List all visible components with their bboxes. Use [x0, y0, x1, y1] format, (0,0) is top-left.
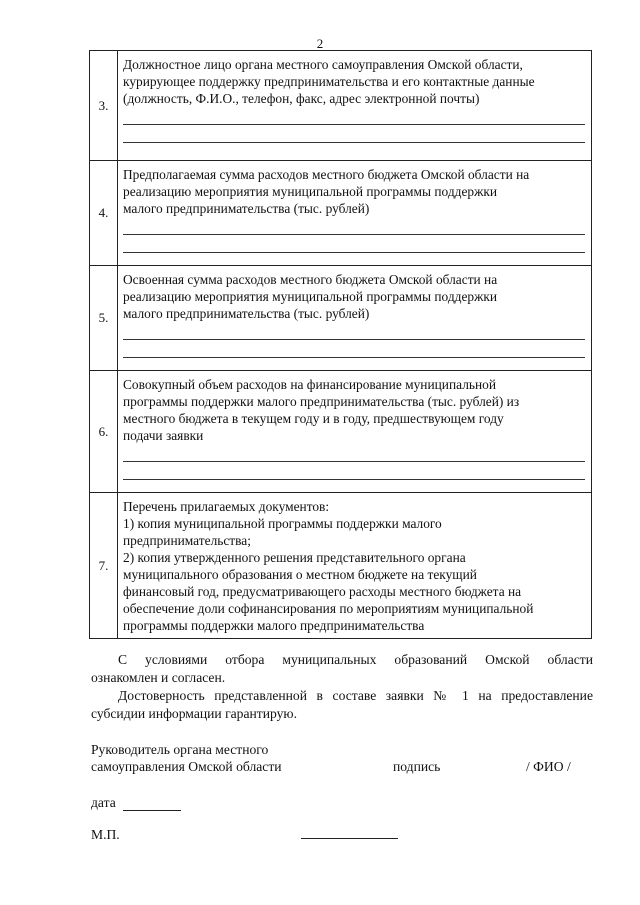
row-text: Освоенная сумма расходов местного бюджета Омской области на реализацию мероприятия муниципальной программы поддержки малого предпринимательства (тыс. рублей): [123, 272, 498, 321]
application-form-table: [89, 50, 592, 639]
row-text: Должностное лицо органа местного самоуправления Омской области, курирующее поддержку предпринимательства и его контактные данные (должность, Ф.И.О., телефон, факс, адрес электронной почты): [123, 57, 535, 106]
row-text: Совокупный объем расходов на финансирование муниципальной программы поддержки малого предпринимательства (тыс. рублей) из местного бюджета в текущем году и в году, предшествующем году подачи заявки: [123, 377, 520, 443]
fill-in-line[interactable]: [123, 462, 585, 480]
guarantee-paragraph: [91, 687, 593, 723]
head-title-line-1: Руководитель органа местного: [91, 742, 269, 757]
date-field: [91, 794, 181, 811]
stamp-label: М.П.: [91, 827, 120, 842]
row-content: [118, 493, 592, 639]
date-blank: [123, 798, 181, 811]
row-content: [118, 51, 592, 161]
form-row: [90, 371, 592, 493]
row-number: 3.: [90, 51, 118, 161]
stamp-signature-blank: [301, 826, 398, 839]
form-row: [90, 493, 592, 639]
date-label: дата: [91, 795, 116, 810]
row-content: [118, 266, 592, 371]
row-number: 4.: [90, 161, 118, 266]
conditions-line-1: С условиями отбора муниципальных образований Омской области: [118, 652, 593, 667]
fill-in-line[interactable]: [123, 217, 585, 235]
fill-in-line[interactable]: [123, 444, 585, 462]
head-title-line-2: самоуправления Омской области: [91, 759, 282, 774]
fill-in-line[interactable]: [123, 340, 585, 358]
form-row: [90, 266, 592, 371]
row-number: 7.: [90, 493, 118, 639]
form-row: [90, 161, 592, 266]
fio-label: / ФИО /: [526, 759, 571, 774]
guarantee-line-2: субсидии информации гарантирую.: [91, 706, 297, 721]
row-number: 6.: [90, 371, 118, 493]
form-row: [90, 51, 592, 161]
row-text: Перечень прилагаемых документов: 1) копия муниципальной программы поддержки малого предпринимательства; 2) копия утвержденного решения представительного органа муниципального образования о местном бюджете на текущий финансовый год, предусматривающего расходы местного бюджета на обеспечение доли софинансирования по мероприятиям муниципальной программы поддержки малого предпринимательства: [123, 499, 534, 633]
row-content: [118, 161, 592, 266]
conditions-line-2: ознакомлен и согласен.: [91, 670, 226, 685]
conditions-paragraph: [91, 651, 593, 687]
fill-in-line[interactable]: [123, 235, 585, 253]
guarantee-line-1: Достоверность представленной в составе заявки № 1 на предоставление: [118, 688, 593, 703]
fill-in-line[interactable]: [123, 322, 585, 340]
fill-in-line[interactable]: [123, 125, 585, 143]
row-number: 5.: [90, 266, 118, 371]
signature-label: подпись: [393, 759, 441, 774]
fill-in-line[interactable]: [123, 107, 585, 125]
row-content: [118, 371, 592, 493]
head-title: [91, 741, 282, 775]
row-text: Предполагаемая сумма расходов местного бюджета Омской области на реализацию мероприятия муниципальной программы поддержки малого предпринимательства (тыс. рублей): [123, 167, 530, 216]
page-number: 2: [316, 36, 324, 51]
